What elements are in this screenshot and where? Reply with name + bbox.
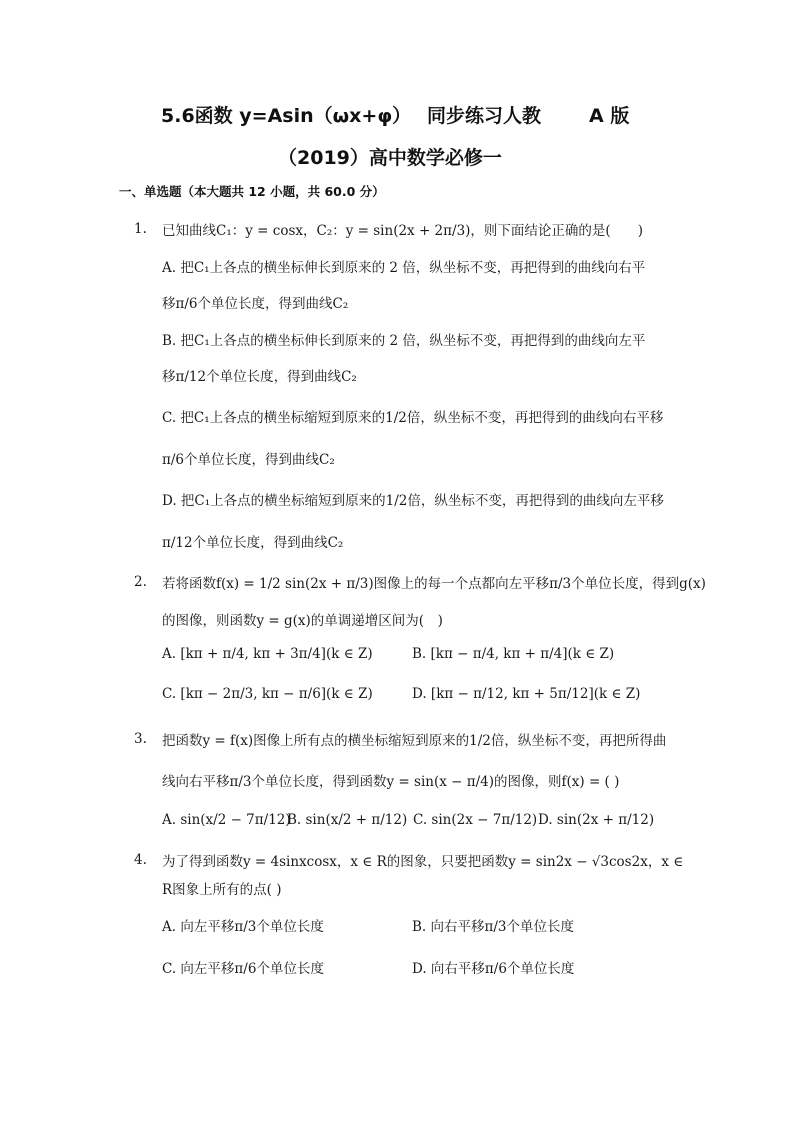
doc-title-line2: （2019）高中数学必修一	[278, 147, 502, 169]
option-a-line2: 移π/6个单位长度，得到曲线C₂	[162, 296, 349, 312]
option-a-line1: A. 把C₁上各点的横坐标伸长到原来的 2 倍，纵坐标不变，再把得到的曲线向右平	[162, 260, 646, 276]
option-d: D. sin(2x + π/12)	[538, 812, 655, 828]
question-stem-line1: 为了得到函数y = 4sinxcosx，x ∈ R的图象，只要把函数y = sin2x − √3cos2x，x ∈	[162, 854, 684, 870]
option-b-line2: 移π/12个单位长度，得到曲线C₂	[162, 369, 357, 385]
section-heading: 一、单选题（本大题共 12 小题，共 60.0 分）	[119, 184, 385, 199]
option-a: A. 向左平移π/3个单位长度	[162, 919, 324, 935]
option-a: A. [kπ + π/4, kπ + 3π/4](k ∈ Z)	[162, 646, 373, 662]
question-stem-line2: 的图像，则函数y = g(x)的单调递增区间为( )	[162, 613, 443, 629]
question-stem-line1: 若将函数f(x) = 1/2 sin(2x + π/3)图像上的每一个点都向左平移π/3个单位长度，得到g(x)	[162, 576, 706, 592]
option-d-line1: D. 把C₁上各点的横坐标缩短到原来的1/2倍，纵坐标不变，再把得到的曲线向左平移	[162, 493, 664, 509]
question-number: 1.	[134, 221, 147, 237]
option-a: A. sin(x/2 − 7π/12)	[162, 812, 291, 828]
doc-title-line1-part2: 同步练习人教	[427, 105, 542, 127]
question-number: 3.	[134, 731, 147, 747]
option-d-line2: π/12个单位长度，得到曲线C₂	[162, 535, 344, 551]
option-b: B. 向右平移π/3个单位长度	[412, 919, 575, 935]
option-d: D. [kπ − π/12, kπ + 5π/12](k ∈ Z)	[412, 686, 641, 702]
question-stem-line1: 把函数y = f(x)图像上所有点的横坐标缩短到原来的1/2倍，纵坐标不变，再把所得曲	[162, 733, 667, 749]
option-c-line2: π/6个单位长度，得到曲线C₂	[162, 452, 335, 468]
option-b: B. sin(x/2 + π/12)	[287, 812, 408, 828]
question-stem-line2: R图象上所有的点( )	[162, 882, 282, 898]
option-c-line1: C. 把C₁上各点的横坐标缩短到原来的1/2倍，纵坐标不变，再把得到的曲线向右平移	[162, 410, 664, 426]
option-b: B. [kπ − π/4, kπ + π/4](k ∈ Z)	[412, 646, 615, 662]
option-b-line1: B. 把C₁上各点的横坐标伸长到原来的 2 倍，纵坐标不变，再把得到的曲线向左平	[162, 333, 646, 349]
option-c: C. [kπ − 2π/3, kπ − π/6](k ∈ Z)	[162, 686, 373, 702]
doc-title-line1-part1: 5.6函数 y=Asin（ωx+φ）	[161, 105, 412, 127]
option-c: C. 向左平移π/6个单位长度	[162, 961, 324, 977]
question-number: 4.	[134, 852, 147, 868]
option-c: C. sin(2x − 7π/12)	[413, 812, 538, 828]
question-stem: 已知曲线C₁：y = cosx，C₂：y = sin(2x + 2π/3)，则下面结论正确的是( )	[162, 223, 643, 239]
question-number: 2.	[134, 574, 147, 590]
doc-title-line1-part3: A 版	[589, 105, 630, 127]
option-d: D. 向右平移π/6个单位长度	[412, 961, 575, 977]
question-stem-line2: 线向右平移π/3个单位长度，得到函数y = sin(x − π/4)的图像，则f(x) = ( )	[162, 774, 620, 790]
